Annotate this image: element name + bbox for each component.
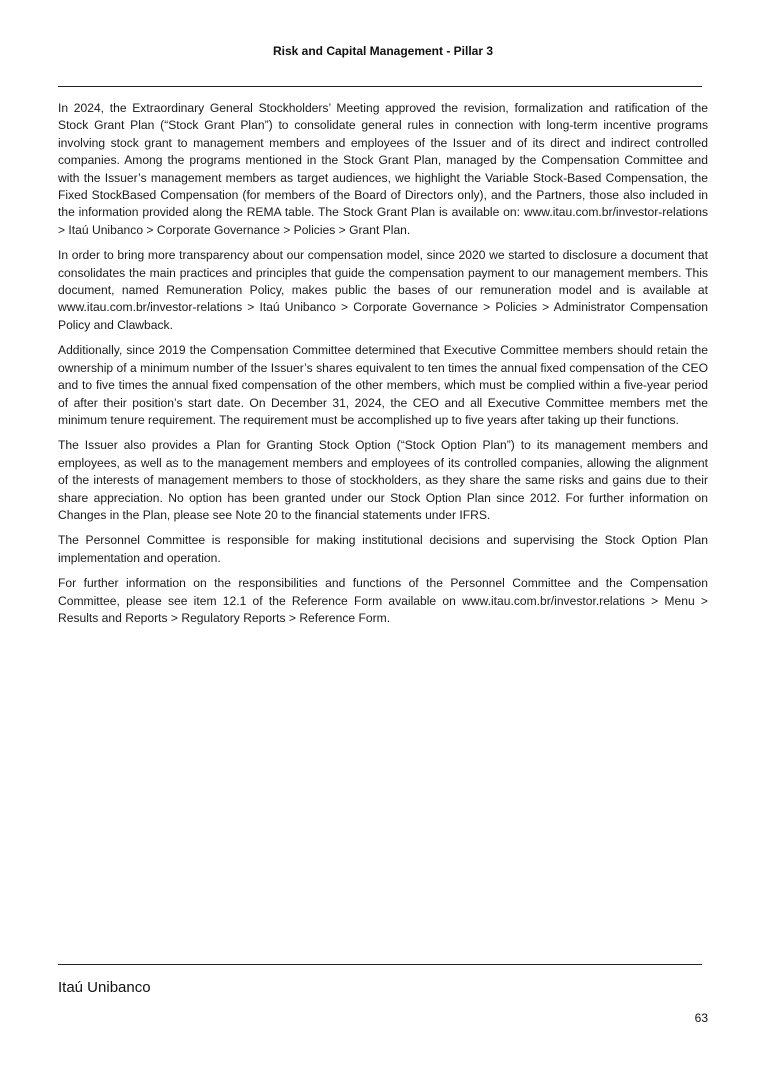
footer-company-name: Itaú Unibanco <box>58 979 151 996</box>
paragraph-stock-grant-plan: In 2024, the Extraordinary General Stockholders’ Meeting approved the revision, formalization and ratification of the Stock Grant Plan (“Stock Grant Plan”) to consolidate general rules in connection with long-term incentive programs involving stock grant to management members and employees of the Issuer and of its direct and indirect controlled companies. Among the programs mentioned in the Stock Grant Plan, managed by the Compensation Committee and with the Issuer’s management members as target audiences, we highlight the Variable Stock-Based Compensation, the Fixed StockBased Compensation (for members of the Board of Directors only), and the Partners, those also included in the information provided along the REMA table. The Stock Grant Plan is available on: www.itau.com.br/investor-relations > Itaú Unibanco > Corporate Governance > Policies > Grant Plan. <box>58 101 708 237</box>
page-header-title: Risk and Capital Management - Pillar 3 <box>272 44 494 58</box>
paragraph-share-ownership: Additionally, since 2019 the Compensation Committee determined that Executive Committee members should retain the ownership of a minimum number of the Issuer’s shares equivalent to ten times the annual fixed compensation of the CEO and to five times the annual fixed compensation of the other members, which must be complied within a five-year period of after their position’s start date. On December 31, 2024, the CEO and all Executive Committee members met the minimum tenure requirement. The requirement must be accomplished up to five years after taking up their functions. <box>58 343 708 427</box>
page-number: 63 <box>694 1011 708 1025</box>
paragraph-personnel-committee: The Personnel Committee is responsible for making institutional decisions and supervising the Stock Option Plan implementation and operation. <box>58 533 708 565</box>
paragraph-stock-option-plan: The Issuer also provides a Plan for Granting Stock Option (“Stock Option Plan”) to its management members and employees, as well as to the management members and employees of its controlled companies, allowing the alignment of the interests of management members to those of stockholders, as they share the same risks and gains due to their share appreciation. No option has been granted under our Stock Option Plan since 2012. For further information on Changes in the Plan, please see Note 20 to the financial statements under IFRS. <box>58 438 708 522</box>
paragraph-further-information: For further information on the responsibilities and functions of the Personnel Committee and the Compensation Committee, please see item 12.1 of the Reference Form available on www.itau.com.br/investor.relations > Menu > Results and Reports > Regulatory Reports > Reference Form. <box>58 576 708 625</box>
document-body <box>58 100 708 635</box>
footer-divider <box>58 964 702 965</box>
header-divider <box>58 86 702 87</box>
paragraph-remuneration-policy: In order to bring more transparency about our compensation model, since 2020 we started to disclosure a document that consolidates the main practices and principles that guide the compensation payment to our management members. This document, named Remuneration Policy, makes public the bases of our remuneration model and is available at www.itau.com.br/investor-relations > Itaú Unibanco > Corporate Governance > Policies > Administrator Compensation Policy and Clawback. <box>58 248 708 332</box>
